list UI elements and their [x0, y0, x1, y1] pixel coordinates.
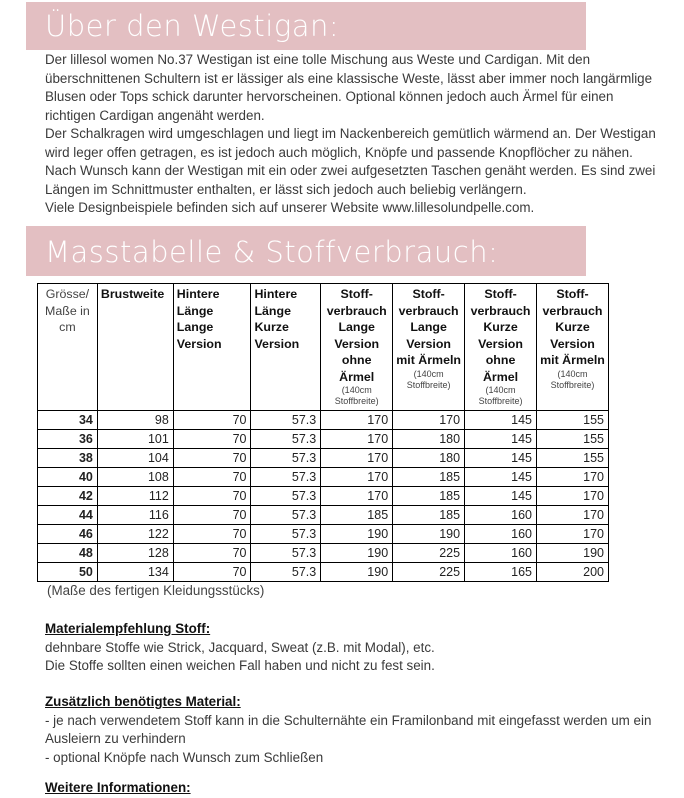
table-cell: 57.3 — [251, 525, 321, 544]
table-cell: 170 — [537, 506, 609, 525]
table-header-row — [38, 284, 609, 411]
table-cell: 128 — [97, 544, 173, 563]
header-back-length-short: Hintere Länge Kurze Version — [251, 284, 321, 411]
table-cell: 70 — [173, 544, 251, 563]
table-cell: 101 — [97, 430, 173, 449]
intro-paragraph: Der Schalkragen wird umgeschlagen und liegt im Nackenbereich gemütlich wärmend an. Der Westigan wird leger offen getragen, es ist jedoch auch möglich, Knöpfe und passende Knopflöcher zu nähen. Nach Wunsch kann der Westigan mit ein oder zwei aufgesetzten Taschen genäht werden. Es sind zwei Längen im Schnittmuster enthalten, er lässt sich jedoch auch beliebig verlängern. — [45, 126, 656, 197]
table-cell: 225 — [393, 544, 465, 563]
table-cell: 145 — [465, 468, 537, 487]
header-size: Grösse/ Maße in cm — [38, 284, 98, 411]
table-cell: 170 — [321, 468, 393, 487]
table-cell: 70 — [173, 468, 251, 487]
table-cell: 185 — [393, 487, 465, 506]
table-cell: 57.3 — [251, 430, 321, 449]
table-cell: 160 — [465, 506, 537, 525]
table-row — [38, 468, 609, 487]
section-banner-size-table: Masstabelle & Stoffverbrauch: — [26, 226, 586, 276]
table-cell: 185 — [321, 506, 393, 525]
table-cell: 155 — [537, 411, 609, 430]
table-cell: 57.3 — [251, 563, 321, 582]
table-cell: 170 — [321, 449, 393, 468]
header-back-length-long: Hintere Länge Lange Version — [173, 284, 251, 411]
extra-material-line: - je nach verwendetem Stoff kann in die Schulternähte ein Framilonband mit eingefasst werden um ein Ausleiern zu verhindern — [45, 712, 652, 746]
more-info-section — [45, 779, 665, 798]
table-cell: 170 — [321, 411, 393, 430]
table-cell: 190 — [393, 525, 465, 544]
table-row — [38, 430, 609, 449]
table-cell: 57.3 — [251, 487, 321, 506]
table-cell: 57.3 — [251, 544, 321, 563]
table-cell: 57.3 — [251, 506, 321, 525]
size-cell: 46 — [38, 525, 98, 544]
table-cell: 70 — [173, 525, 251, 544]
table-cell: 180 — [393, 430, 465, 449]
intro-text — [45, 51, 665, 218]
material-heading: Materialempfehlung Stoff: — [45, 621, 211, 636]
extra-material-line: - optional Knöpfe nach Wunsch zum Schließen — [45, 749, 324, 765]
size-cell: 34 — [38, 411, 98, 430]
section-banner-about: Über den Westigan: — [26, 2, 586, 50]
table-note: (Maße des fertigen Kleidungsstücks) — [47, 583, 265, 598]
table-cell: 185 — [393, 506, 465, 525]
material-line: dehnbare Stoffe wie Strick, Jacquard, Sweat (z.B. mit Modal), etc. — [45, 639, 435, 655]
table-row — [38, 563, 609, 582]
table-cell: 116 — [97, 506, 173, 525]
table-cell: 108 — [97, 468, 173, 487]
table-cell: 180 — [393, 449, 465, 468]
table-cell: 155 — [537, 449, 609, 468]
table-cell: 57.3 — [251, 411, 321, 430]
table-cell: 70 — [173, 411, 251, 430]
size-cell: 50 — [38, 563, 98, 582]
table-cell: 145 — [465, 449, 537, 468]
table-cell: 170 — [537, 468, 609, 487]
material-line: Die Stoffe sollten einen weichen Fall haben und nicht zu fest sein. — [45, 658, 435, 673]
table-cell: 104 — [97, 449, 173, 468]
table-cell: 160 — [465, 525, 537, 544]
table-row — [38, 544, 609, 563]
size-table — [37, 283, 609, 582]
table-cell: 190 — [321, 525, 393, 544]
table-cell: 190 — [321, 544, 393, 563]
more-info-heading: Weitere Informationen: — [45, 780, 191, 795]
size-cell: 42 — [38, 487, 98, 506]
header-fabric-short-no-sleeves: Stoff-verbrauch Kurze Version ohne Ärmel (140cm Stoffbreite) — [465, 284, 537, 411]
header-fabric-long-no-sleeves: Stoff-verbrauch Lange Version ohne Ärmel (140cm Stoffbreite) — [321, 284, 393, 411]
table-cell: 70 — [173, 449, 251, 468]
table-row — [38, 449, 609, 468]
table-cell: 145 — [465, 430, 537, 449]
size-cell: 40 — [38, 468, 98, 487]
table-cell: 70 — [173, 506, 251, 525]
table-row — [38, 525, 609, 544]
size-cell: 38 — [38, 449, 98, 468]
table-cell: 200 — [537, 563, 609, 582]
table-cell: 145 — [465, 487, 537, 506]
table-cell: 70 — [173, 563, 251, 582]
table-cell: 122 — [97, 525, 173, 544]
header-chest: Brustweite — [97, 284, 173, 411]
table-cell: 170 — [321, 430, 393, 449]
size-cell: 44 — [38, 506, 98, 525]
table-cell: 170 — [537, 487, 609, 506]
header-fabric-long-sleeves: Stoff-verbrauch Lange Version mit Ärmeln (140cm Stoffbreite) — [393, 284, 465, 411]
material-section — [45, 620, 665, 676]
table-cell: 160 — [465, 544, 537, 563]
table-cell: 98 — [97, 411, 173, 430]
extra-material-section — [45, 693, 665, 767]
table-cell: 57.3 — [251, 468, 321, 487]
table-cell: 170 — [321, 487, 393, 506]
table-row — [38, 506, 609, 525]
intro-paragraph: Viele Designbeispiele befinden sich auf unserer Website www.lillesolundpelle.com. — [45, 200, 535, 215]
table-row — [38, 411, 609, 430]
table-cell: 185 — [393, 468, 465, 487]
intro-paragraph: Der lillesol women No.37 Westigan ist eine tolle Mischung aus Weste und Cardigan. Mit den überschnittenen Schultern ist er lässiger als eine klassische Weste, lässt aber immer noch langärmlige Blusen oder Tops schick darunter hervorscheinen. Optional können jedoch auch Ärmel für einen richtigen Cardigan angenäht werden. — [45, 52, 653, 123]
table-cell: 190 — [321, 563, 393, 582]
table-cell: 57.3 — [251, 449, 321, 468]
table-cell: 155 — [537, 430, 609, 449]
table-cell: 112 — [97, 487, 173, 506]
table-cell: 145 — [465, 411, 537, 430]
table-cell: 134 — [97, 563, 173, 582]
table-cell: 165 — [465, 563, 537, 582]
table-cell: 190 — [537, 544, 609, 563]
table-cell: 170 — [537, 525, 609, 544]
table-row — [38, 487, 609, 506]
size-cell: 48 — [38, 544, 98, 563]
size-cell: 36 — [38, 430, 98, 449]
table-cell: 70 — [173, 430, 251, 449]
extra-material-heading: Zusätzlich benötigtes Material: — [45, 694, 241, 709]
table-cell: 225 — [393, 563, 465, 582]
table-cell: 170 — [393, 411, 465, 430]
table-cell: 70 — [173, 487, 251, 506]
header-fabric-short-sleeves: Stoff-verbrauch Kurze Version mit Ärmeln (140cm Stoffbreite) — [537, 284, 609, 411]
